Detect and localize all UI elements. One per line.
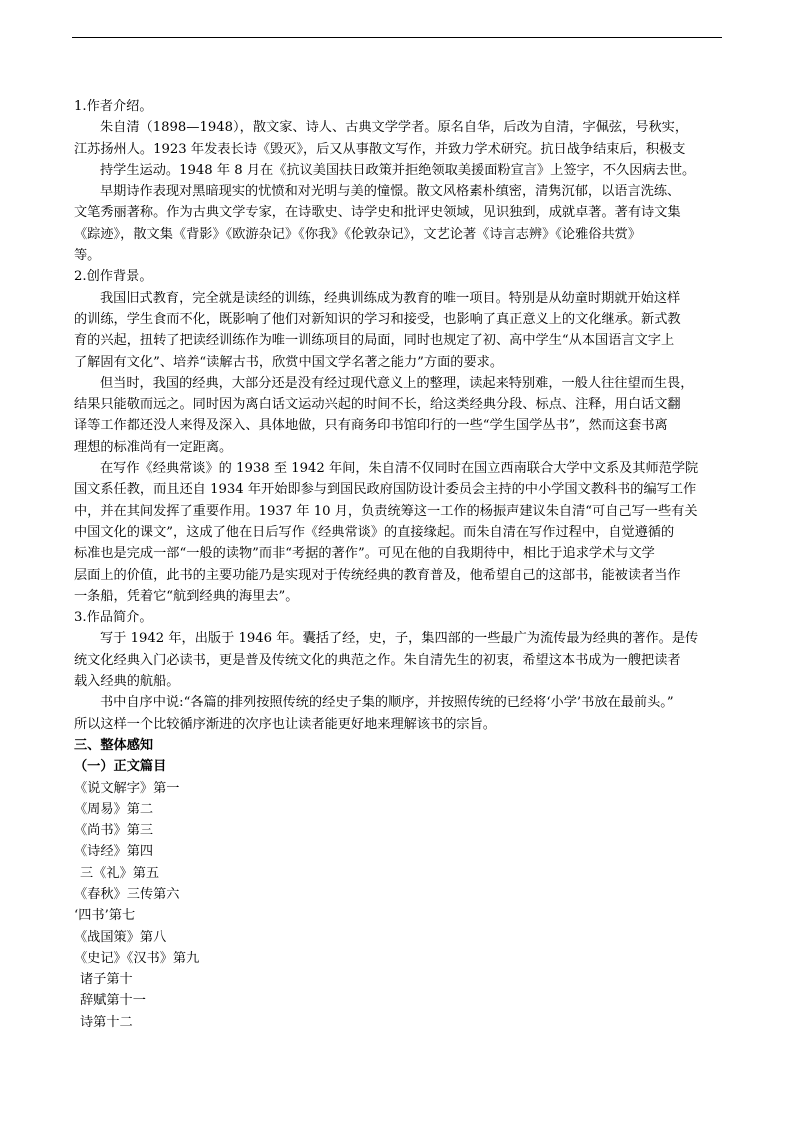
text-line: 朱自清（1898—1948），散文家、诗人、古典文学学者。原名自华，后改为自清，字佩弦，号秋实， — [100, 120, 689, 136]
intro-paragraph-1 — [74, 628, 722, 692]
text-line: 江苏扬州人。1923 年发表长诗《毁灭》，后又从事散文写作，并致力学术研究。抗日战争结束后，积极支 — [74, 141, 686, 157]
author-paragraph-2 — [74, 181, 722, 266]
text-line: 国文系任教，而且还自 1934 年开始即参与到国民政府国防设计委员会主持的中小学国文教科书的编写工作 — [74, 482, 697, 498]
text-line: 了解固有文化”、培养“读解古书，欣赏中国文学名著之能力”方面的要求。 — [74, 354, 504, 370]
header-rule — [72, 37, 722, 38]
text-line: 标准也是完成一部“一般的读物”而非“考据的著作”。可见在他的自我期待中，相比于追求学术与文学 — [74, 546, 655, 562]
list-item: 《春秋》三传第六 — [74, 886, 180, 902]
list-item: 《战国策》第八 — [74, 929, 167, 945]
section-heading-overall: 三、整体感知 — [74, 737, 154, 753]
text-line: 结果只能敬而远之。同时因为离白话文运动兴起的时间不长，给这类经典分段、标点、注释，用白话文翻 — [74, 397, 681, 413]
text-line: 译等工作都还没人来得及深入、具体地做，只有商务印书馆印行的一些“学生国学丛书”，然而这套书离 — [74, 418, 668, 434]
list-item: 诗第十二 — [80, 1014, 133, 1030]
section-heading-background: 2.创作背景。 — [74, 269, 153, 285]
text-line: 一条船，凭着它“航到经典的海里去”。 — [74, 588, 299, 604]
section-heading-intro: 3.作品简介。 — [74, 610, 153, 626]
list-item: 《诗经》第四 — [74, 844, 154, 860]
list-item: 《史记》《汉书》第九 — [74, 950, 200, 966]
section-heading-author: 1.作者介绍。 — [74, 99, 153, 114]
text-line: 层面上的价值，此书的主要功能乃是实现对于传统经典的教育普及，他希望自己的这部书，能被读者当作 — [74, 567, 681, 583]
subheading-contents: （一）正文篇目 — [74, 759, 167, 775]
contents-list — [74, 778, 722, 1034]
text-line: 书中自序中说:“各篇的排列按照传统的经史子集的顺序，并按照传统的已经将‘小学’书放在最前头。” — [100, 695, 674, 711]
text-line: 中，并在其间发挥了重要作用。1937 年 10 月，负责统筹这一工作的杨振声建议朱自清“可自己写一些有关 — [74, 503, 698, 519]
text-line: 但当时，我国的经典，大部分还是没有经过现代意义上的整理，读起来特别难，一般人往往望而生畏， — [100, 375, 694, 391]
text-line: 持学生运动。1948 年 8 月在《抗议美国扶日政策并拒绝领取美援面粉宣言》上签字，不久因病去世。 — [100, 162, 696, 178]
text-line: 载入经典的航船。 — [74, 674, 180, 690]
document-body — [74, 96, 722, 1033]
text-line: 我国旧式教育，完全就是读经的训练，经典训练成为教育的唯一项目。特别是从幼童时期就开始这样 — [100, 290, 681, 306]
background-paragraph-2 — [74, 373, 722, 458]
list-item: 三《礼》第五 — [80, 865, 160, 881]
background-paragraph-3 — [74, 458, 722, 607]
intro-paragraph-2 — [74, 692, 722, 735]
list-item: 诸子第十 — [80, 972, 133, 988]
text-line: 统文化经典入门必读书，更是普及传统文化的典范之作。朱自清先生的初衷，希望这本书成为一艘把读者 — [74, 652, 681, 668]
text-line: 在写作《经典常谈》的 1938 至 1942 年间，朱自清不仅同时在国立西南联合大学中文系及其师范学院 — [100, 461, 699, 477]
text-line: 中国文化的课文”，这成了他在日后写作《经典常谈》的直接缘起。而朱自清在写作过程中，自觉遵循的 — [74, 524, 675, 540]
background-paragraph-1 — [74, 288, 722, 373]
text-line: 《踪迹》，散文集《背影》《欧游杂记》《你我》《伦敦杂记》，文艺论著《诗言志辨》《论雅俗共赏》 — [74, 226, 642, 242]
text-line: 所以这样一个比较循序渐进的次序也让读者能更好地来理解该书的宗旨。 — [74, 716, 496, 732]
text-line: 理想的标准尚有一定距离。 — [74, 439, 233, 455]
list-item: 《说文解字》第一 — [74, 780, 180, 796]
list-item: 《尚书》第三 — [74, 823, 154, 839]
list-item: 《周易》第二 — [74, 801, 154, 817]
list-item: 辞赋第十一 — [80, 993, 146, 1009]
text-line: 写于 1942 年，出版于 1946 年。囊括了经，史，子，集四部的一些最广为流传最为经典的著作。是传 — [100, 631, 699, 647]
text-line: 等。 — [74, 248, 101, 264]
list-item: ‘四书’第七 — [74, 908, 136, 924]
author-paragraph-1 — [74, 117, 722, 181]
text-line: 育的兴起，扭转了把读经训练作为唯一训练项目的局面，同时也规定了初、高中学生“从本国语言文字上 — [74, 333, 675, 349]
text-line: 的训练，学生食而不化，既影响了他们对新知识的学习和接受，也影响了真正意义上的文化继承。新式教 — [74, 311, 681, 327]
text-line: 早期诗作表现对黑暗现实的忧愤和对光明与美的憧憬。散文风格素朴缜密，清隽沉郁，以语言洗练、 — [100, 184, 681, 200]
text-line: 文笔秀丽著称。作为古典文学专家，在诗歌史、诗学史和批评史领域，见识独到，成就卓著。著有诗文集 — [74, 205, 681, 221]
